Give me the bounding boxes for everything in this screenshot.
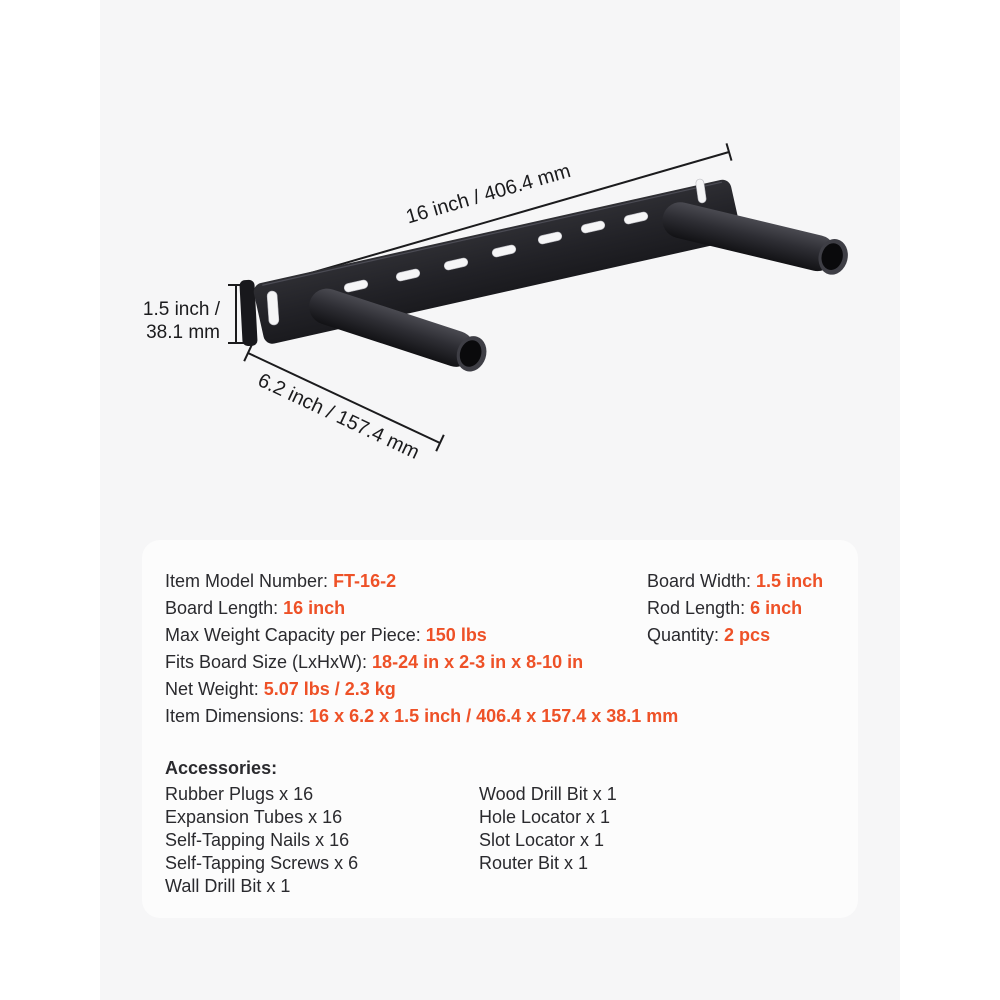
spec-list-left — [165, 568, 678, 730]
spec-value: 6 inch — [750, 598, 803, 618]
spec-label: Fits Board Size (LxHxW): — [165, 652, 368, 672]
accessory-item: Expansion Tubes x 16 — [165, 807, 343, 827]
accessory-item: Router Bit x 1 — [479, 853, 589, 873]
product-diagram — [100, 130, 900, 490]
accessory-item: Wood Drill Bit x 1 — [479, 784, 617, 804]
spec-row-rod-length — [647, 595, 823, 622]
height-dimension-label-line1: 1.5 inch / — [142, 299, 220, 320]
spec-value: 1.5 inch — [756, 571, 824, 591]
spec-list-right — [647, 568, 823, 649]
spec-row-board-length — [165, 595, 678, 622]
spec-value: 150 lbs — [425, 625, 487, 645]
accessories-heading: Accessories: — [165, 758, 278, 778]
accessory-item: Rubber Plugs x 16 — [165, 784, 314, 804]
spec-label: Item Model Number: — [165, 571, 329, 591]
accessory-item: Self-Tapping Screws x 6 — [165, 853, 359, 873]
accessory-item: Slot Locator x 1 — [479, 830, 605, 850]
spec-row-model — [165, 568, 678, 595]
spec-row-board-width — [647, 568, 823, 595]
spec-label: Rod Length: — [647, 598, 746, 618]
spec-panel — [142, 540, 858, 918]
height-dimension-label-line2: 38.1 mm — [146, 322, 220, 343]
spec-label: Max Weight Capacity per Piece: — [165, 625, 421, 645]
spec-value: 16 inch — [283, 598, 346, 618]
spec-label: Net Weight: — [165, 679, 259, 699]
accessories-list-left — [165, 783, 358, 898]
accessory-item: Hole Locator x 1 — [479, 807, 611, 827]
spec-value: 18-24 in x 2-3 in x 8-10 in — [372, 652, 584, 672]
product-infographic — [100, 0, 900, 1000]
mounting-slot — [267, 291, 279, 326]
spec-row-item-dimensions — [165, 703, 678, 730]
spec-value: 5.07 lbs / 2.3 kg — [263, 679, 396, 699]
spec-label: Board Length: — [165, 598, 279, 618]
spec-row-net-weight — [165, 676, 678, 703]
depth-dimension-label: 6.2 inch / 157.4 mm — [254, 369, 423, 464]
spec-row-max-weight — [165, 622, 678, 649]
spec-value: FT-16-2 — [333, 571, 397, 591]
spec-label: Board Width: — [647, 571, 752, 591]
spec-label: Quantity: — [647, 625, 720, 645]
spec-row-quantity — [647, 622, 823, 649]
spec-row-fits-board — [165, 649, 678, 676]
accessory-item: Self-Tapping Nails x 16 — [165, 830, 350, 850]
spec-value: 2 pcs — [724, 625, 771, 645]
shelf-rod-rear — [659, 198, 852, 277]
accessories-list-right — [479, 783, 617, 875]
length-dimension-label: 16 inch / 406.4 mm — [403, 160, 574, 229]
spec-value: 16 x 6.2 x 1.5 inch / 406.4 x 157.4 x 38.1 mm — [309, 706, 679, 726]
accessory-item: Wall Drill Bit x 1 — [165, 876, 291, 896]
spec-label: Item Dimensions: — [165, 706, 305, 726]
